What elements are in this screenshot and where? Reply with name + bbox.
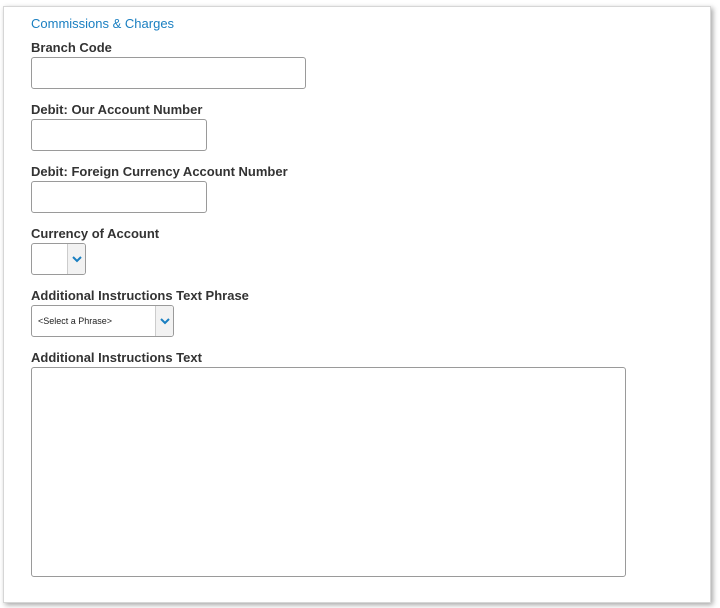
foreign-account-input[interactable] [31, 181, 207, 213]
chevron-down-icon[interactable] [67, 244, 85, 274]
phrase-value: <Select a Phrase> [38, 316, 113, 326]
phrase-select[interactable] [31, 305, 174, 337]
branch-code-label: Branch Code [31, 40, 112, 55]
chevron-down-icon[interactable] [155, 306, 173, 336]
currency-value [32, 244, 67, 274]
section-title: Commissions & Charges [31, 16, 175, 31]
branch-code-input[interactable] [31, 57, 306, 89]
our-account-input[interactable] [31, 119, 207, 151]
instructions-label: Additional Instructions Text [31, 350, 202, 365]
currency-label: Currency of Account [31, 226, 160, 241]
foreign-account-label: Debit: Foreign Currency Account Number [31, 164, 288, 179]
our-account-label: Debit: Our Account Number [31, 102, 203, 117]
instructions-textarea[interactable] [31, 367, 626, 577]
currency-select[interactable] [31, 243, 86, 275]
phrase-label: Additional Instructions Text Phrase [31, 288, 249, 303]
